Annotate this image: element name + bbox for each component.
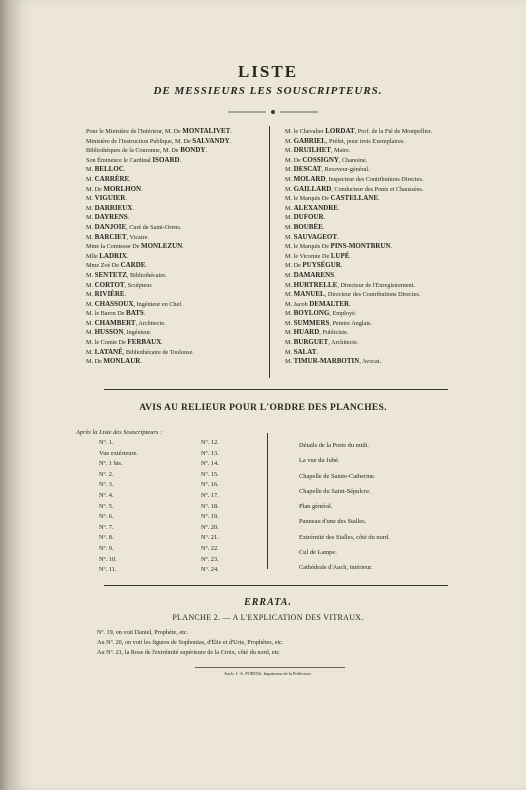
subscriber-title: , Directeur des Contributions Directes.	[324, 291, 421, 299]
subscriber-title: .	[140, 358, 142, 366]
subscriber-entry	[86, 309, 232, 319]
subscriber-title: , Directeur de l'Enregistrement.	[337, 281, 415, 289]
subscriber-prefix: Bibliothèques de la Couronne, M. De	[86, 147, 181, 155]
subscriber-title: , Bibliothécaire.	[126, 271, 167, 279]
subscriber-prefix: M. le Vicomte De	[285, 252, 331, 260]
avis-plates-column-2	[201, 438, 219, 576]
subscriber-title: , Inspecteur des Contributions Directes.	[325, 175, 424, 183]
subscriber-prefix: M.	[86, 233, 95, 241]
subscriber-title: , Peintre Anglais.	[329, 319, 373, 327]
subscriber-prefix: M.	[285, 175, 294, 183]
subscriber-title: .	[349, 252, 351, 260]
subscriber-name: BONDY	[180, 146, 206, 155]
subscriber-name: TIMUR-MARBOTIN	[293, 357, 360, 366]
subscriber-name: SALVANDY	[192, 136, 230, 145]
subscriber-name: LADRIX	[99, 251, 127, 260]
subscriber-name: LUPÉ	[330, 251, 350, 260]
subscriber-name: HUSSON	[94, 328, 124, 337]
subscriber-title: , Curé de Saint-Orens.	[126, 223, 182, 231]
subscriber-name: CASTELLANE	[330, 194, 379, 203]
subscriber-prefix: M.	[86, 281, 95, 289]
subscriber-entry	[285, 156, 432, 166]
subscriber-prefix: M.	[285, 147, 294, 155]
subscriber-entry	[285, 213, 432, 223]
subscriber-name: HURTRELLE	[293, 280, 338, 289]
subscriber-entry	[86, 290, 232, 300]
subscriber-entry	[285, 281, 432, 291]
subscriber-prefix: M. le Comte De	[86, 339, 128, 347]
subscriber-entry	[86, 281, 232, 291]
subscriber-title: , Architecte.	[328, 339, 359, 347]
avis-divider	[267, 433, 268, 569]
subscriber-title: , Conducteur des Ponts et Chaussées.	[331, 185, 424, 193]
plate-number: Nº. 24.	[201, 566, 219, 574]
subscriber-name: RIVIÈRE	[94, 290, 125, 299]
subscriber-entry	[285, 328, 432, 338]
subscriber-title: .	[129, 175, 131, 183]
plate-description: Plan général.	[299, 503, 333, 511]
subscriber-name: COSSIGNY	[302, 155, 339, 164]
subscriber-prefix: Son Éminence le Cardinal	[86, 156, 153, 164]
plate-number: Nº. 8.	[99, 534, 114, 542]
subscriber-title: , Avocat.	[359, 358, 382, 366]
subscriber-title: .	[337, 233, 339, 241]
subscriber-entry	[285, 319, 432, 329]
subscriber-prefix: Mme Zoé De	[86, 262, 121, 270]
plate-number: Nº. 1 bis.	[99, 460, 123, 468]
subscriber-prefix: M.	[86, 329, 95, 337]
plate-number: Nº. 11.	[99, 566, 117, 574]
subscriber-prefix: M.	[86, 166, 95, 174]
subscriber-name: BURGUET	[293, 338, 329, 347]
errata-rule	[104, 585, 448, 586]
subscriber-title: .	[124, 291, 127, 299]
subscriber-entry	[285, 165, 432, 175]
subscriber-title: .	[378, 195, 380, 203]
subscriber-prefix: M.	[285, 329, 294, 337]
subscriber-entry	[86, 338, 232, 348]
plate-number: Nº. 17.	[201, 491, 219, 499]
subscriber-entry	[285, 271, 432, 281]
subscriber-prefix: M.	[86, 195, 95, 203]
subscriber-title: .	[127, 214, 130, 222]
subscriber-entry	[86, 328, 232, 338]
plate-number: Nº. 13.	[201, 449, 219, 457]
subscriber-entry	[285, 309, 432, 319]
subscriber-prefix: M.	[285, 223, 294, 231]
subscriber-entry	[285, 127, 432, 137]
subscriber-prefix: M.	[285, 291, 294, 299]
subscriber-title: .	[145, 262, 147, 270]
subscriber-prefix: M.	[285, 137, 294, 145]
subscriber-title: , Prof. de la Fté de Montpellier.	[354, 128, 433, 135]
subscriber-name: LORDAT	[325, 127, 355, 135]
subscriber-title: , Ingénieur en Chef.	[133, 300, 183, 308]
subscriber-name: MONLEZUN	[141, 242, 183, 251]
subscriber-title: .	[132, 204, 134, 212]
subscriber-entry	[285, 252, 432, 262]
subscriber-prefix: M. De	[86, 358, 104, 366]
subscriber-entry	[285, 290, 432, 300]
subscriber-entry	[86, 242, 232, 252]
subscribers-right-column	[285, 127, 432, 367]
subscriber-title: .	[349, 300, 351, 308]
subscriber-prefix: M. le Baron De	[86, 310, 127, 318]
subscriber-name: LATANÉ	[94, 347, 123, 356]
plate-number: Nº. 20.	[201, 523, 219, 531]
subscriber-entry	[86, 252, 232, 262]
subscriber-prefix: M.	[285, 319, 294, 327]
subscriber-title: .	[322, 223, 325, 231]
plate-description: La vue du Jubé.	[299, 457, 340, 465]
avis-plates-column-3	[299, 438, 390, 576]
subscriber-entry	[86, 348, 232, 358]
subscriber-name: HUARD	[293, 328, 320, 337]
subscriber-title: .	[337, 204, 340, 212]
subscriber-title: , Architecte.	[135, 319, 166, 327]
subscriber-entry	[86, 165, 232, 175]
subscriber-entry	[86, 213, 232, 223]
subscriber-entry	[285, 242, 432, 252]
subscriber-entry	[285, 146, 432, 156]
errata-lines	[97, 628, 283, 658]
subscriber-title: , Bibliothécaire de Toulouse.	[122, 348, 194, 356]
subscriber-entry	[285, 233, 432, 243]
column-divider	[269, 126, 270, 378]
subscriber-entry	[285, 137, 432, 147]
subscriber-title: .	[229, 137, 232, 145]
subscriber-title: , Employé.	[329, 310, 357, 318]
subscriber-entry	[86, 271, 232, 281]
subscriber-title: .	[125, 195, 127, 203]
subscriber-name: SENTETZ	[94, 270, 127, 279]
subscriber-prefix: M. De	[285, 262, 303, 270]
subscriber-name: DAYRENS	[94, 213, 128, 222]
subscriber-prefix: M. De	[285, 156, 303, 164]
subscriber-title: , Chanoine.	[338, 156, 368, 164]
section-rule	[104, 389, 448, 390]
subscriber-entry	[86, 146, 232, 156]
subscriber-entry	[86, 137, 232, 147]
plate-number: Nº. 6.	[99, 513, 114, 521]
subscriber-prefix: Mme la Comtesse De	[86, 243, 141, 251]
plate-number: Nº. 1.	[99, 439, 114, 446]
subscriber-name: PUYSÉGUR	[302, 261, 341, 270]
subscriber-entry	[86, 127, 232, 137]
subscriber-name: CARDE	[120, 261, 146, 270]
subscriber-prefix: M.	[285, 204, 294, 212]
subscriber-name: BOYLONG	[293, 309, 330, 318]
subscriber-name: GAILLARD	[293, 184, 332, 193]
subscriber-prefix: M.	[285, 166, 294, 174]
subscriber-title: .	[141, 185, 143, 193]
subscriber-name: GABRIEL	[293, 136, 326, 145]
subscriber-name: DANJOIE	[94, 222, 127, 231]
subscriber-prefix: M.	[86, 300, 95, 308]
errata-title: ERRATA.	[244, 597, 292, 608]
plate-number: Nº. 22.	[201, 544, 219, 552]
subscriber-entry	[285, 194, 432, 204]
plate-number: Nº. 21.	[201, 534, 219, 542]
plate-number: Nº. 15.	[201, 470, 219, 478]
subscriber-entry	[285, 261, 432, 271]
subscriber-prefix: M.	[285, 185, 294, 193]
plate-number: Nº. 5.	[99, 502, 114, 510]
subscriber-title: .	[123, 166, 126, 174]
subscriber-title: .	[230, 128, 232, 135]
subscriber-prefix: M.	[86, 291, 95, 299]
subscriber-prefix: M.	[86, 348, 95, 356]
subscriber-prefix: M.	[285, 281, 294, 289]
subscriber-title: .	[390, 243, 392, 251]
subscriber-title: .	[323, 214, 326, 222]
subscriber-prefix: M.	[285, 348, 294, 356]
plate-number: Nº. 3.	[99, 481, 114, 489]
subscriber-entry	[86, 319, 232, 329]
subscriber-title: , Publiciste.	[319, 329, 349, 337]
subscriber-name: ALEXANDRE	[293, 203, 338, 212]
subscriber-name: CARRÈRE	[94, 174, 130, 183]
subscriber-title: .	[340, 262, 343, 270]
subscriber-prefix: M. le Chevalier	[285, 128, 326, 135]
subscriber-prefix: M. De	[86, 185, 104, 193]
subscriber-prefix: M.	[285, 271, 294, 279]
plate-description: Cathédrale d'Auch, intérieur.	[299, 564, 373, 572]
subscriber-name: DESCAT	[293, 165, 322, 174]
subscribers-left-column	[86, 127, 232, 367]
subscriber-name: ISOARD	[152, 155, 180, 164]
subscriber-prefix: Mlle	[86, 252, 100, 260]
subscriber-name: FERBAUX	[127, 338, 162, 347]
subscriber-prefix: M.	[285, 233, 294, 241]
book-gutter	[0, 0, 10, 790]
avis-intro: Après la Liste des Souscripteurs :	[76, 429, 163, 436]
plate-number: Nº. 2.	[99, 470, 114, 478]
plate-number: Nº. 12.	[201, 439, 219, 446]
subscriber-prefix: M. le Marquis De	[285, 195, 331, 203]
page	[10, 0, 526, 790]
subscriber-prefix: M. Jacob	[285, 300, 310, 308]
subscriber-name: DRUILHET	[293, 146, 331, 155]
plate-description: Cul de Lampe.	[299, 549, 337, 557]
subscriber-name: MONTALIVET	[182, 127, 231, 135]
subscriber-entry	[285, 338, 432, 348]
subscriber-prefix: M.	[86, 204, 95, 212]
page-subtitle: DE MESSIEURS LES SOUSCRIPTEURS.	[153, 85, 383, 97]
subscriber-title: .	[182, 243, 184, 251]
avis-heading: AVIS AU RELIEUR POUR L'ORDRE DES PLANCHES.	[139, 403, 387, 413]
errata-line: Au Nº. 20, on voit les figures de Sophonias, d'Élie et d'Urie, Prophètes, etc.	[97, 639, 284, 646]
subscriber-name: MOLARD	[293, 174, 326, 183]
subscriber-title: .	[161, 339, 163, 347]
plate-number: Nº. 9.	[99, 544, 114, 552]
printer-imprint: Auch, J.-A. PORTES, Imprimeur de la Préfecture.	[223, 671, 313, 676]
plate-description: Extrémité des Stalles, côté du nord.	[299, 533, 390, 541]
subscriber-name: VIGUIER	[94, 194, 126, 203]
subscriber-title: , Ingénieur.	[123, 329, 152, 337]
subscriber-prefix: M.	[285, 214, 294, 222]
subscriber-name: CORTOT	[94, 280, 125, 289]
subscriber-prefix: M.	[86, 214, 95, 222]
subscriber-title: , Maire.	[330, 147, 351, 155]
subscriber-name: MORLHON	[103, 184, 142, 193]
subscriber-entry	[285, 185, 432, 195]
errata-line: Au Nº. 21, la Rose de l'extrémité supérieure de la Croix, côté du nord, etc.	[97, 649, 281, 656]
subscriber-name: MONLAUR	[103, 357, 141, 366]
subscriber-entry	[86, 223, 232, 233]
plate-number: Nº. 19.	[201, 513, 219, 521]
subscriber-name: CHAMBERT	[94, 318, 136, 327]
subscriber-entry	[86, 185, 232, 195]
plate-number: Vue extérieure.	[99, 449, 139, 457]
subscriber-entry	[285, 223, 432, 233]
subscriber-title: .	[205, 147, 208, 155]
subscriber-name: SUMMERS	[293, 318, 330, 327]
subscriber-name: CHASSOUX	[94, 299, 134, 308]
errata-line: Nº. 19, on voit Daniel, Prophète, etc.	[97, 629, 189, 636]
subscriber-name: DEMALTER	[309, 299, 350, 308]
printer-rule	[195, 667, 345, 668]
subscriber-title: .	[316, 348, 318, 356]
subscriber-entry	[86, 357, 232, 367]
subscriber-name: BARCIET	[94, 232, 127, 241]
errata-subtitle: PLANCHE 2. — A L'EXPLICATION DES VITRAUX.	[172, 613, 364, 622]
subscriber-title: .	[126, 252, 129, 260]
subscriber-entry	[86, 194, 232, 204]
subscriber-prefix: M.	[86, 319, 95, 327]
subscriber-prefix: M. le Marquis De	[285, 243, 331, 251]
plate-number: Nº. 14.	[201, 460, 219, 468]
subscriber-prefix: M.	[285, 358, 294, 366]
plate-description: Chapelle de Sainte-Catherine.	[299, 472, 376, 480]
subscriber-name: MANUEL	[293, 290, 325, 299]
plate-description: Détails de la Porte du midi.	[299, 442, 369, 449]
subscriber-entry	[285, 348, 432, 358]
subscriber-prefix: M.	[285, 339, 294, 347]
subscriber-prefix: M.	[285, 310, 294, 318]
subscriber-entry	[86, 233, 232, 243]
subscriber-prefix: M.	[86, 175, 95, 183]
subscriber-entry	[285, 357, 432, 367]
plate-number: Nº. 23.	[201, 555, 219, 563]
subscriber-title: .	[179, 156, 182, 164]
subscriber-name: DARRIEUX	[94, 203, 133, 212]
subscriber-entry	[285, 300, 432, 310]
subscriber-name: SAUVAGEOT	[293, 232, 338, 241]
subscriber-name: PINS-MONTBRUN	[330, 242, 391, 251]
subscriber-entry	[86, 175, 232, 185]
subscriber-title: .	[334, 271, 336, 279]
subscriber-name: DAMARENS	[293, 270, 335, 279]
subscriber-entry	[285, 175, 432, 185]
plate-number: Nº. 16.	[201, 481, 219, 489]
plate-description: Chapelle du Saint-Sépulcre.	[299, 487, 371, 495]
subscriber-title: , Préfet, pour trois Exemplaires.	[325, 137, 405, 145]
subscriber-prefix: Ministère de l'Instruction Publique, M. De	[86, 137, 193, 145]
subscriber-name: DUFOUR	[293, 213, 324, 222]
subscriber-prefix: M.	[86, 223, 95, 231]
subscriber-prefix: Pour le Ministère de l'Intérieur, M. De	[86, 128, 183, 135]
plate-number: Nº. 4.	[99, 491, 114, 499]
plate-number: Nº. 18.	[201, 502, 219, 510]
subscriber-name: BATS	[126, 309, 144, 318]
subscriber-name: SALAT	[293, 347, 317, 356]
subscriber-entry	[285, 204, 432, 214]
subscriber-entry	[86, 261, 232, 271]
subscriber-name: BELLOC	[94, 165, 124, 174]
subscriber-title: , Sculpteur.	[124, 281, 153, 289]
plate-number: Nº. 7.	[99, 523, 114, 531]
subscriber-title: , Receveur-général.	[321, 166, 370, 174]
subscriber-name: BOUBÉE	[293, 222, 323, 231]
subscriber-title: .	[143, 310, 146, 318]
plate-number: Nº. 10.	[99, 555, 117, 563]
avis-plates-column-1	[99, 438, 138, 576]
subscriber-entry	[86, 204, 232, 214]
subscriber-title: , Vicaire.	[126, 233, 149, 241]
subscriber-prefix: M.	[86, 271, 95, 279]
ornament-flourish	[228, 109, 318, 115]
subscriber-entry	[86, 156, 232, 166]
subscriber-entry	[86, 300, 232, 310]
plate-description: Panneau d'une des Stalles.	[299, 518, 367, 526]
page-title: LISTE	[237, 62, 299, 81]
